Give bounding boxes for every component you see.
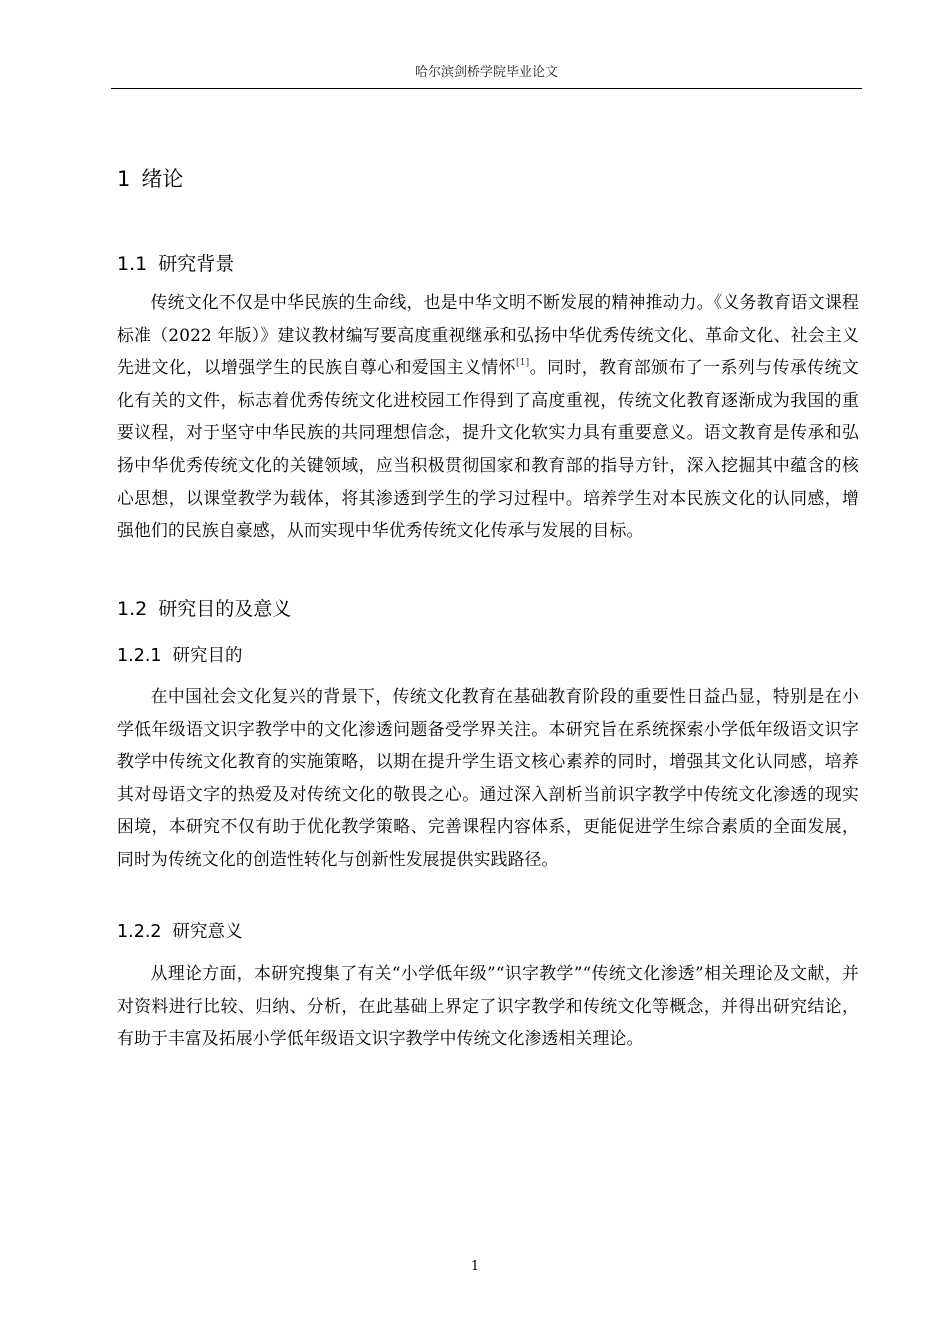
subsection-heading-1-2-1 [117, 643, 243, 669]
section-number: 1.2 [117, 598, 148, 620]
chapter-title: 绪论 [141, 167, 184, 191]
chapter-heading [117, 164, 183, 194]
subsection-heading-1-2-2 [117, 919, 243, 945]
paragraph-research-background [117, 286, 859, 547]
subsection-title: 研究目的 [172, 646, 243, 666]
section-heading-1-2 [117, 595, 291, 623]
page-header [111, 64, 862, 82]
page-number: 1 [470, 1259, 480, 1274]
paragraph-text: 传统文化不仅是中华民族的生命线，也是中华文明不断发展的精神推动力。《义务教育语文课程标准（2022 年版）》建议教材编写要高度重视继承和弘扬中华优秀传统文化、革命文化、社会主义先进文化，以增强学生的民族自尊心和爱国主义情怀 [117, 292, 859, 378]
section-title: 研究目的及意义 [158, 598, 292, 620]
section-title: 研究背景 [158, 253, 235, 275]
subsection-number: 1.2.2 [117, 922, 162, 942]
paragraph-research-purpose [117, 680, 859, 876]
subsection-title: 研究意义 [172, 922, 243, 942]
paragraph-text: 在中国社会文化复兴的背景下，传统文化教育在基础教育阶段的重要性日益凸显，特别是在小学低年级语文识字教学中的文化渗透问题备受学界关注。本研究旨在系统探索小学低年级语文识字教学中传统文化教育的实施策略，以期在提升学生语文核心素养的同时，增强其文化认同感，培养其对母语文字的热爱及对传统文化的敬畏之心。通过深入剖析当前识字教学中传统文化渗透的现实困境，本研究不仅有助于优化教学策略、完善课程内容体系，更能促进学生综合素质的全面发展，同时为传统文化的创造性转化与创新性发展提供实践路径。 [117, 686, 859, 869]
thesis-header-title: 哈尔滨剑桥学院毕业论文 [414, 65, 558, 80]
section-heading-1-1 [117, 250, 234, 278]
paragraph-text: 从理论方面，本研究搜集了有关“小学低年级”“识字教学”“传统文化渗透”相关理论及文献，并对资料进行比较、归纳、分析，在此基础上界定了识字教学和传统文化等概念，并得出研究结论，有助于丰富及拓展小学低年级语文识字教学中传统文化渗透相关理论。 [117, 963, 859, 1049]
header-divider [111, 88, 862, 89]
paragraph-text-continued: 。同时，教育部颁布了一系列与传承传统文化有关的文件，标志着优秀传统文化进校园工作得到了高度重视，传统文化教育逐渐成为我国的重要议程，对于坚守中华民族的共同理想信念，提升文化软实力具有重要意义。语文教育是传承和弘扬中华优秀传统文化的关键领域，应当积极贯彻国家和教育部的指导方针，深入挖掘其中蕴含的核心思想，以课堂教学为载体，将其渗透到学生的学习过程中。培养学生对本民族文化的认同感，增强他们的民族自豪感，从而实现中华优秀传统文化传承与发展的目标。 [117, 357, 859, 541]
paragraph-research-significance [117, 957, 859, 1055]
subsection-number: 1.2.1 [117, 646, 162, 666]
citation-reference: [1] [516, 358, 530, 369]
section-number: 1.1 [117, 253, 148, 275]
chapter-number: 1 [117, 167, 131, 191]
